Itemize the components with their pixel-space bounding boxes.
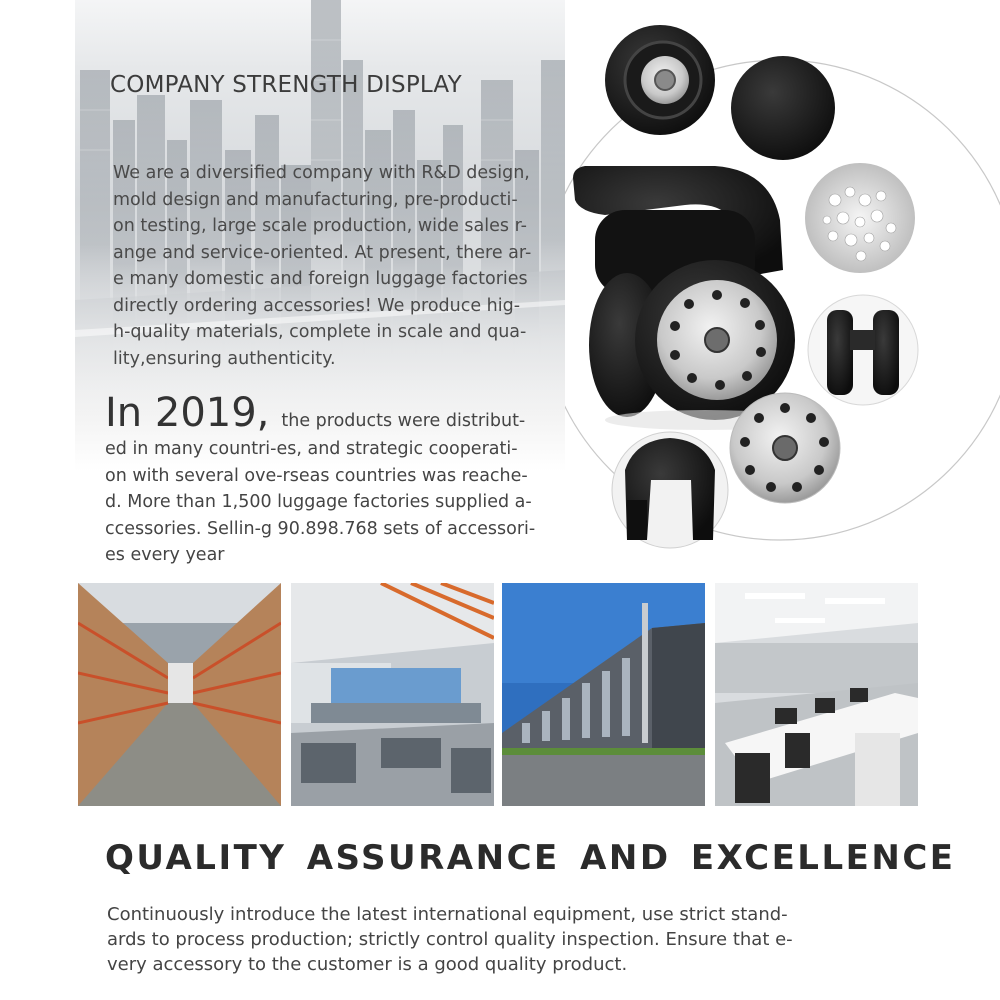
quality-assurance-title: QUALITY ASSURANCE AND EXCELLENCE [105, 838, 956, 878]
factory-building-photo [502, 583, 705, 806]
plastic-pellets-image [805, 163, 915, 273]
rubber-disc-image [731, 56, 835, 160]
year-heading: In 2019, [105, 390, 270, 436]
luggage-spinner-wheel-image [573, 166, 805, 430]
history-block [105, 390, 565, 569]
bearing-closeup-image [605, 25, 715, 135]
office-photo [715, 583, 918, 806]
history-first-line: the products were distribut- [281, 411, 526, 431]
company-intro-panel [75, 0, 565, 575]
luggage-wheel-collage [565, 0, 1000, 575]
company-strength-title: COMPANY STRENGTH DISPLAY [110, 72, 462, 98]
quality-assurance-description: Continuously introduce the latest international equipment, use strict stand- ards to process production; strictly control quality inspection. Ensure that e- very accessory to the customer is a good quality product. [107, 904, 793, 975]
workshop-photo [291, 583, 494, 806]
wheel-hub-closeup-image [730, 393, 840, 503]
warehouse-photo [78, 583, 281, 806]
wheel-bracket-closeup-image [612, 432, 728, 548]
history-description: ed in many countri-es, and strategic cooperati- on with several ove-rseas countries was reache- d. More than 1,500 luggage factories supplied a- ccessories. Sellin-g 90.898.768 sets of accessori- es every year [105, 439, 536, 565]
company-description: We are a diversified company with R&D design, mold design and manufacturing, pre-producti- on testing, large scale production, wide sales r- ange and service-oriented. At present, there ar- e many domestic and foreign luggage factories directly ordering accessories! We produce hig- h-quality materials, complete in scale and qua- lity,ensuring authenticity. [113, 163, 532, 369]
double-wheel-side-image [808, 295, 918, 405]
